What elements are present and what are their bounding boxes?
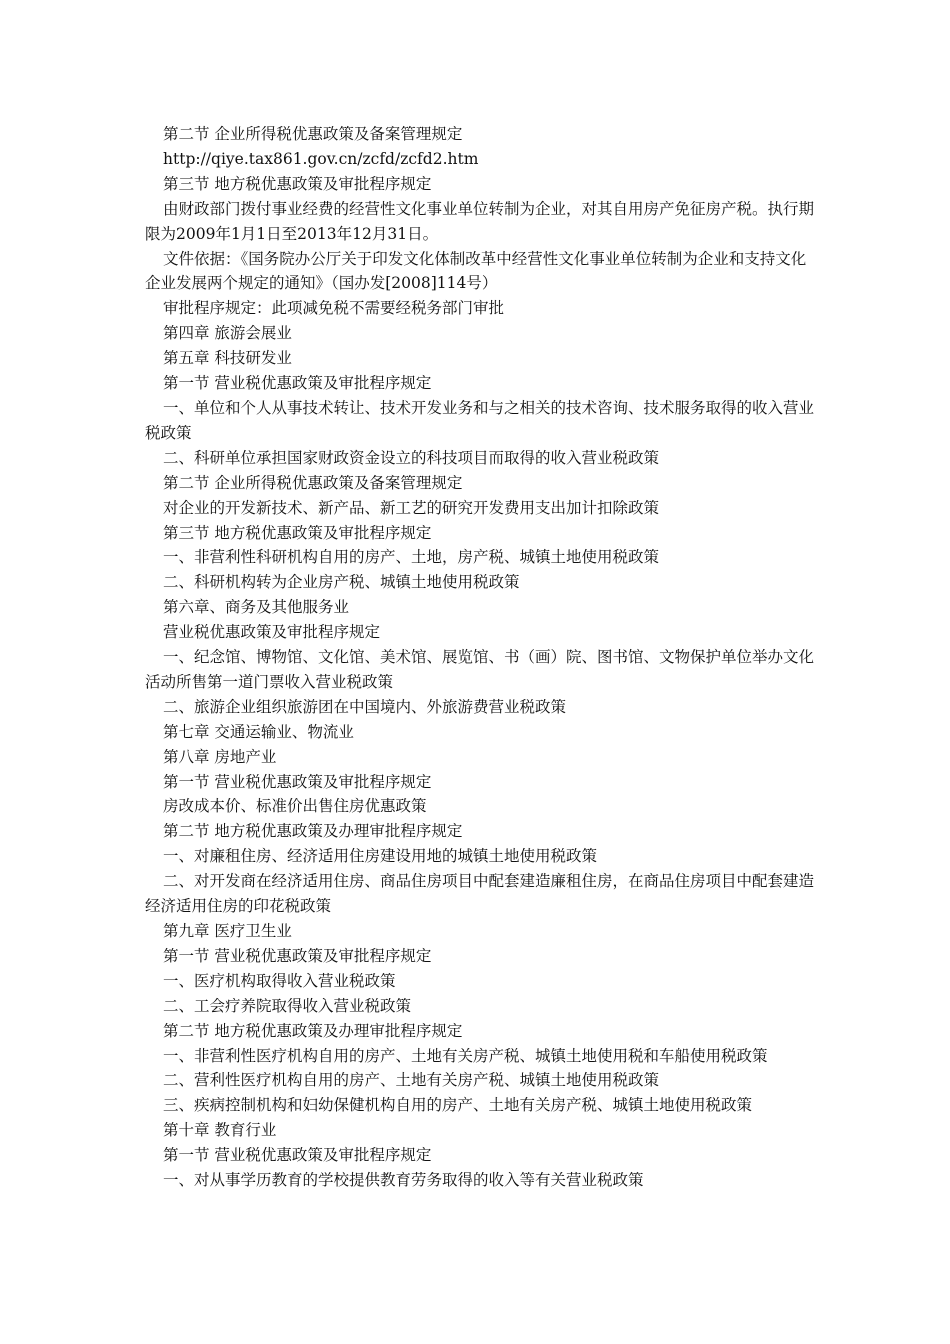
chapter-heading: 第六章、商务及其他服务业	[163, 598, 350, 617]
section-heading: 第二节 地方税优惠政策及办理审批程序规定	[163, 822, 463, 841]
paragraph: 对企业的开发新技术、新产品、新工艺的研究开发费用支出加计扣除政策	[163, 498, 660, 517]
section-heading: 第三节 地方税优惠政策及审批程序规定	[163, 523, 432, 542]
paragraph: 一、对从事学历教育的学校提供教育劳务取得的收入等有关营业税政策	[163, 1171, 644, 1190]
paragraph: 由财政部门拨付事业经费的经营性文化事业单位转制为企业，对其自用房产免征房产税。执行期限为2009年1月1日至2013年12月31日。	[145, 199, 815, 243]
section-heading: 第一节 营业税优惠政策及审批程序规定	[163, 772, 432, 791]
paragraph: 二、对开发商在经济适用住房、商品住房项目中配套建造廉租住房，在商品住房项目中配套建造经济适用住房的印花税政策	[145, 872, 815, 916]
paragraph: 一、单位和个人从事技术转让、技术开发业务和与之相关的技术咨询、技术服务取得的收入营业税政策	[145, 398, 815, 442]
section-heading: 第二节 地方税优惠政策及办理审批程序规定	[163, 1021, 463, 1040]
url-text: http://qiye.tax861.gov.cn/zcfd/zcfd2.htm	[163, 149, 479, 168]
section-heading: 第二节 企业所得税优惠政策及备案管理规定	[163, 125, 463, 143]
section-heading: 第二节 企业所得税优惠政策及备案管理规定	[163, 473, 463, 492]
chapter-heading: 第十章 教育行业	[163, 1121, 277, 1140]
chapter-heading: 第九章 医疗卫生业	[163, 922, 292, 940]
paragraph: 一、纪念馆、博物馆、文化馆、美术馆、展览馆、书（画）院、图书馆、文物保护单位举办文化活动所售第一道门票收入营业税政策	[145, 648, 815, 691]
chapter-heading: 第四章 旅游会展业	[163, 324, 292, 343]
chapter-heading: 第七章 交通运输业、物流业	[163, 722, 354, 741]
section-heading: 第三节 地方税优惠政策及审批程序规定	[163, 174, 432, 193]
section-heading: 第一节 营业税优惠政策及审批程序规定	[163, 374, 432, 393]
paragraph: 二、工会疗养院取得收入营业税政策	[163, 996, 412, 1015]
section-heading: 营业税优惠政策及审批程序规定	[163, 623, 381, 642]
paragraph: 审批程序规定：此项减免税不需要经税务部门审批	[163, 299, 505, 318]
paragraph: 房改成本价、标准价出售住房优惠政策	[163, 797, 427, 816]
paragraph: 一、医疗机构取得收入营业税政策	[163, 971, 396, 990]
paragraph: 三、疾病控制机构和妇幼保健机构自用的房产、土地有关房产税、城镇土地使用税政策	[163, 1096, 753, 1115]
paragraph: 一、非营利性科研机构自用的房产、土地，房产税、城镇土地使用税政策	[163, 548, 660, 567]
section-heading: 第一节 营业税优惠政策及审批程序规定	[163, 946, 432, 965]
chapter-heading: 第八章 房地产业	[163, 747, 277, 766]
section-heading: 第一节 营业税优惠政策及审批程序规定	[163, 1146, 432, 1165]
paragraph: 一、非营利性医疗机构自用的房产、土地有关房产税、城镇土地使用税和车船使用税政策	[163, 1046, 768, 1065]
paragraph: 一、对廉租住房、经济适用住房建设用地的城镇土地使用税政策	[163, 847, 598, 866]
paragraph: 二、营利性医疗机构自用的房产、土地有关房产税、城镇土地使用税政策	[163, 1071, 660, 1090]
chapter-heading: 第五章 科技研发业	[163, 349, 292, 368]
document-body	[145, 122, 815, 1193]
paragraph: 二、旅游企业组织旅游团在中国境内、外旅游费营业税政策	[163, 697, 567, 716]
paragraph: 二、科研单位承担国家财政资金设立的科技项目而取得的收入营业税政策	[163, 448, 660, 467]
paragraph: 文件依据：《国务院办公厅关于印发文化体制改革中经营性文化事业单位转制为企业和支持文化企业发展两个规定的通知》（国办发[2008]114号）	[145, 249, 807, 293]
paragraph: 二、科研机构转为企业房产税、城镇土地使用税政策	[163, 573, 520, 592]
